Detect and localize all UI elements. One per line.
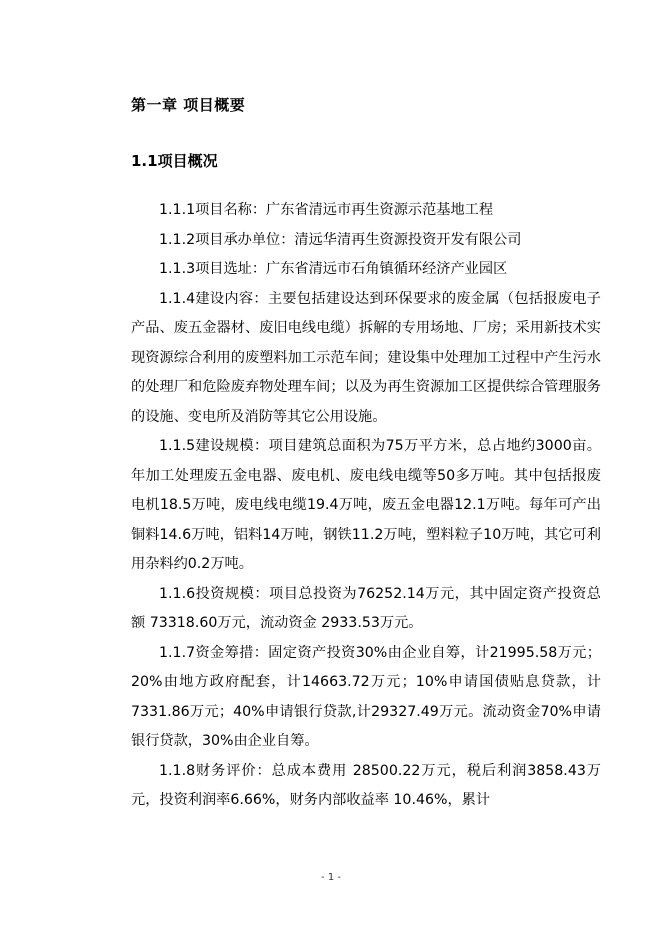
section-title: 1.1项目概况 — [131, 152, 218, 170]
paragraph-sponsor: 1.1.2项目承办单位：清远华清再生资源投资开发有限公司 — [159, 231, 522, 248]
paragraph-financial-evaluation: 1.1.8财务评价：总成本费用 28500.22万元，税后利润3858.43万元，投资利润率6.66%，财务内部收益率 10.46%，累计 — [131, 762, 601, 808]
paragraph-funding: 1.1.7资金筹措：固定资产投资30%由企业自筹，计21995.58万元；20%由地方政府配套，计14663.72万元；10%申请国债贴息贷款，计7331.86万元；40%申请银行贷款,计29327.49万元。流动资金70%申请银行贷款，30%由企业自筹。 — [131, 644, 601, 749]
body-text — [131, 196, 601, 816]
chapter-title: 第一章 项目概要 — [131, 96, 246, 114]
paragraph-project-name: 1.1.1项目名称：广东省清远市再生资源示范基地工程 — [159, 202, 494, 218]
paragraph-construction-content: 1.1.4建设内容：主要包括建设达到环保要求的废金属（包括报废电子产品、废五金器材、废旧电线电缆）拆解的专用场地、厂房；采用新技术实现资源综合利用的废塑料加工示范车间；建设集中处理加工过程中产生污水的处理厂和危险废弃物处理车间；以及为再生资源加工区提供综合管理服务的设施、变电所及消防等其它公用设施。 — [131, 290, 601, 425]
paragraph-site: 1.1.3项目选址：广东省清远市石角镇循环经济产业园区 — [159, 261, 508, 277]
page-number: - 1 - — [321, 872, 341, 883]
paragraph-investment-scale: 1.1.6投资规模：项目总投资为76252.14万元，其中固定资产投资总额 73318.60万元，流动资金 2933.53万元。 — [131, 585, 601, 631]
paragraph-construction-scale: 1.1.5建设规模：项目建筑总面积为75万平方米，总占地约3000亩。年加工处理废五金电器、废电机、废电线电缆等50多万吨。其中包括报废电机18.5万吨，废电线电缆19.4万吨，废五金电器12.1万吨。每年可产出铜料14.6万吨，铝料14万吨，钢铁11.2万吨，塑料粒子10万吨，其它可利用杂料约0.2万吨。 — [131, 438, 601, 572]
